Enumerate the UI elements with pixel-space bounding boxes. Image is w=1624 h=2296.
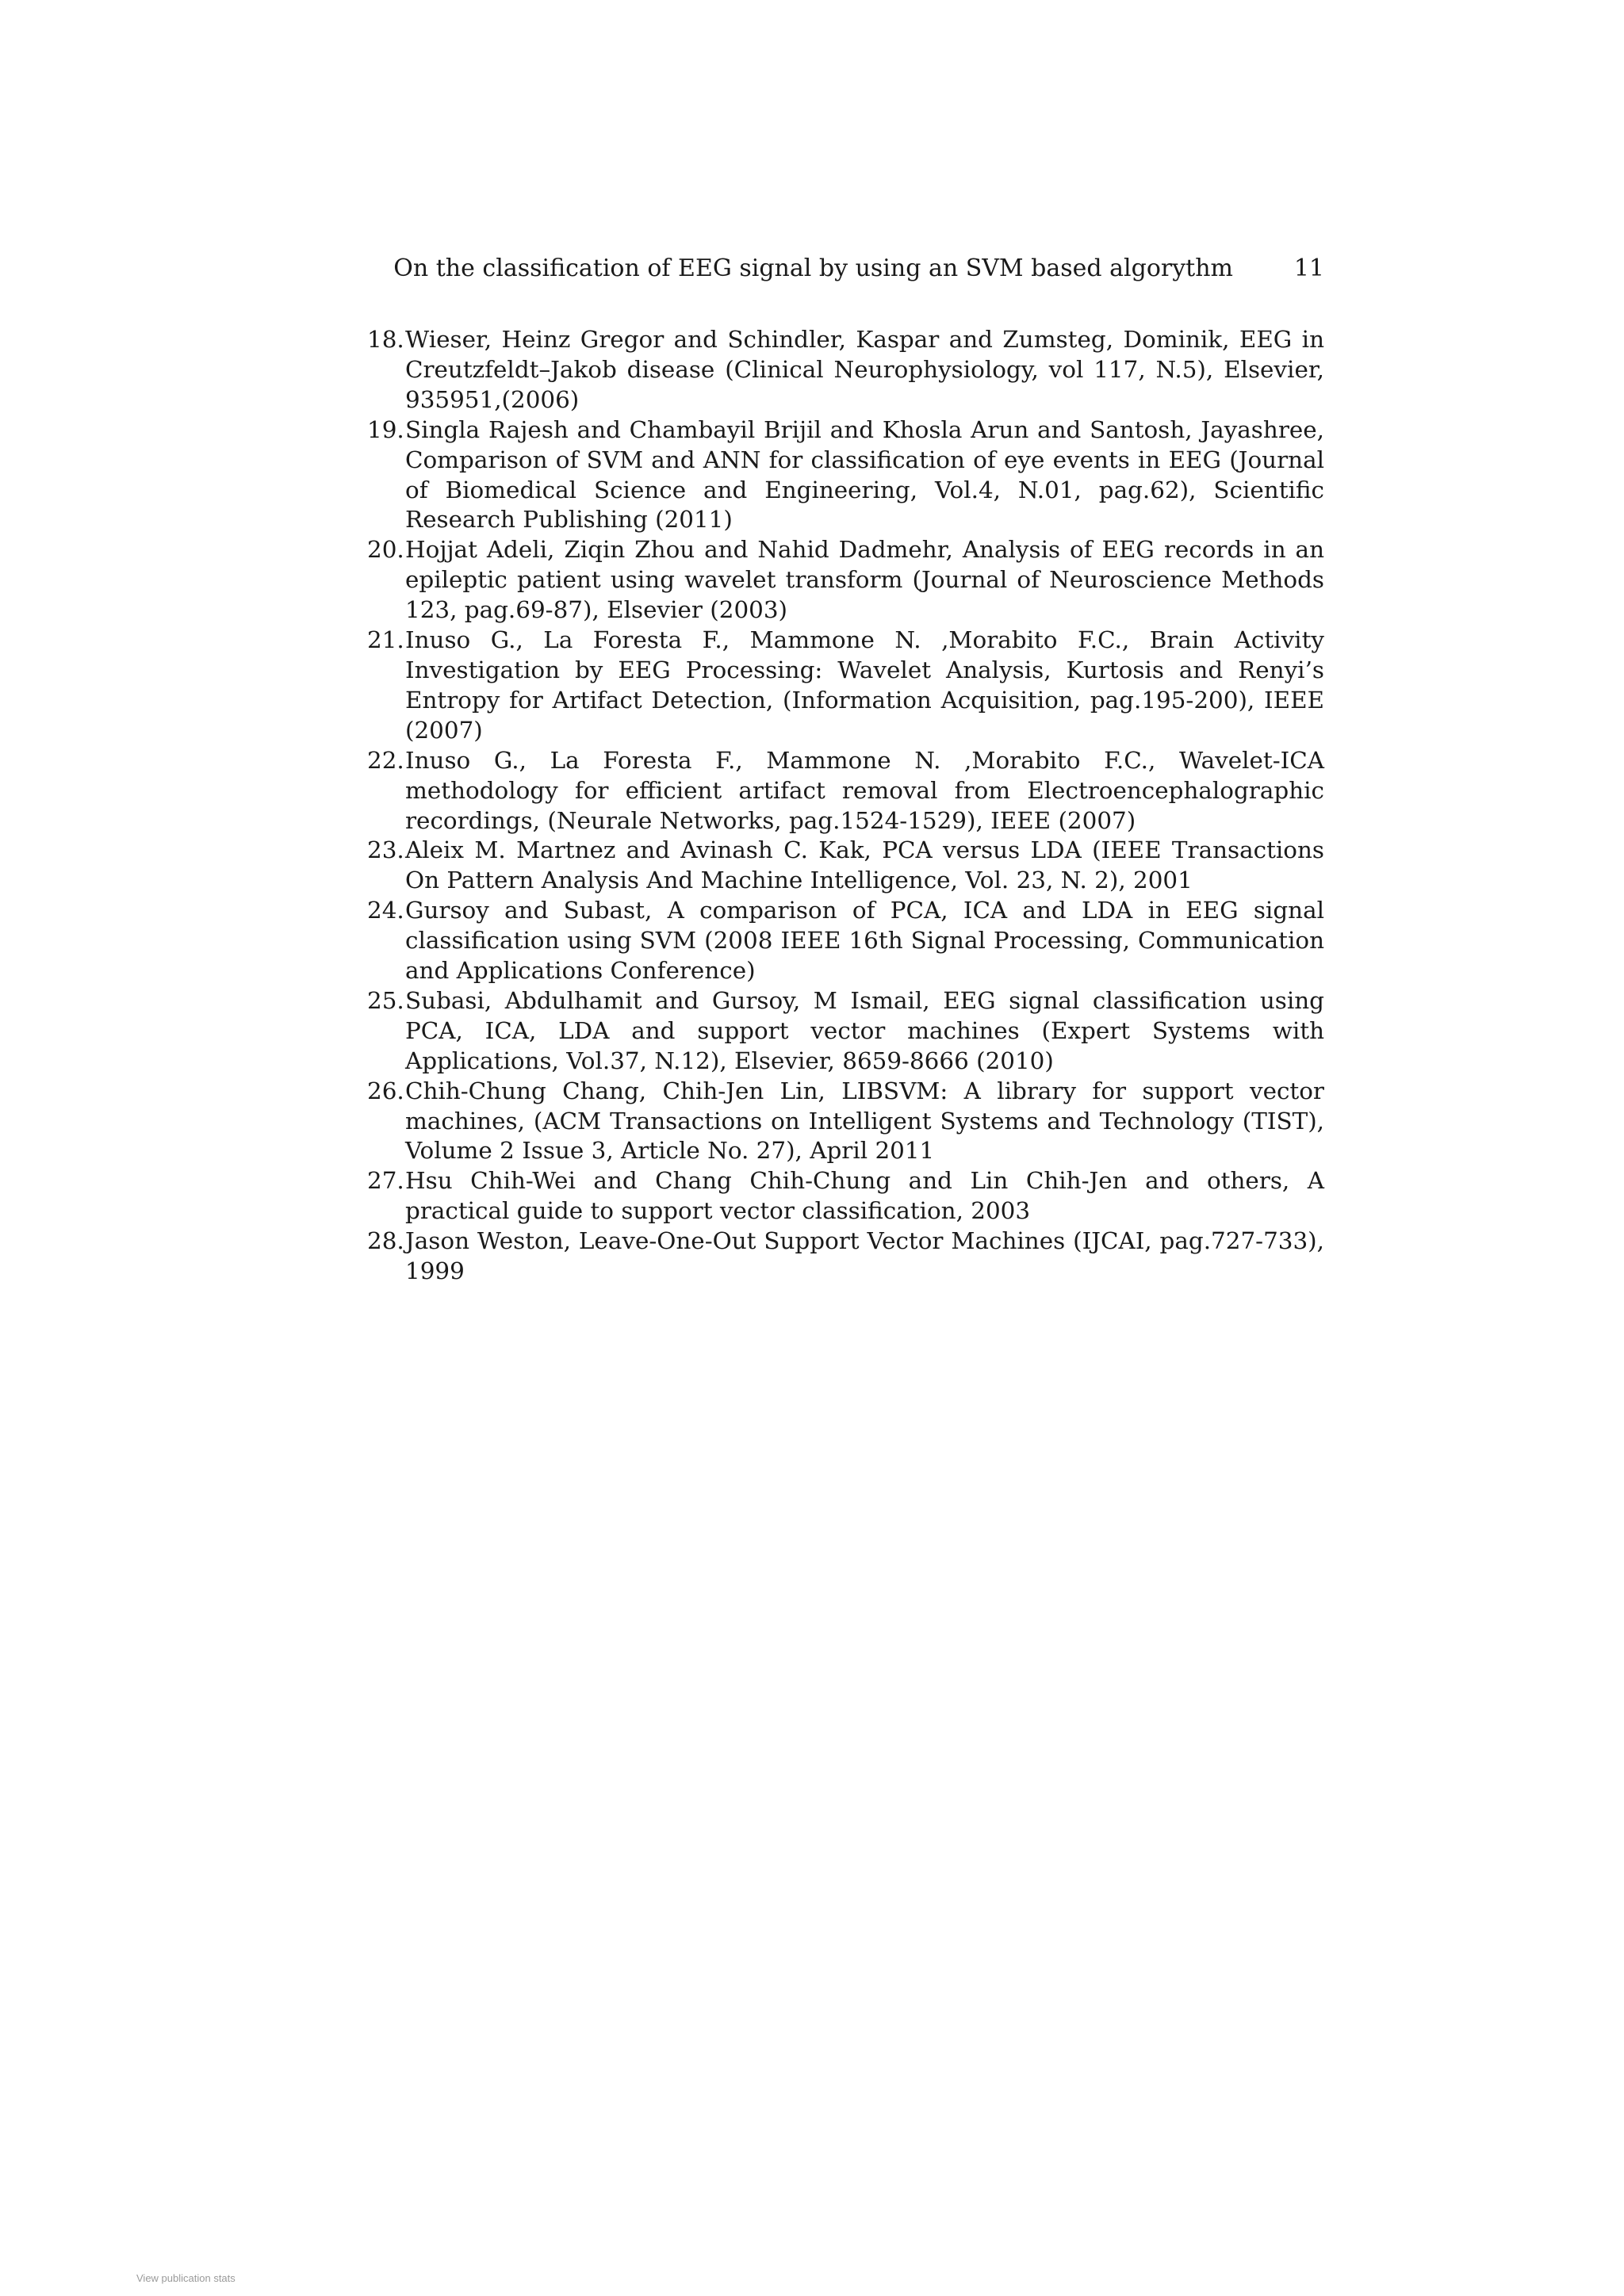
reference-item — [367, 1226, 1324, 1287]
reference-text: Wieser, Heinz Gregor and Schindler, Kaspar and Zumsteg, Dominik, EEG in Creutzfeldt–Jakob disease (Clinical Neurophysiology, vol 117, N.5), Elsevier, 935951,(2006) — [405, 326, 1324, 413]
reference-number: 21. — [367, 626, 404, 654]
reference-text: Jason Weston, Leave-One-Out Support Vector Machines (IJCAI, pag.727-733), 1999 — [405, 1227, 1324, 1285]
reference-item — [367, 896, 1324, 986]
running-title: On the classification of EEG signal by using an SVM based algorythm — [393, 254, 1233, 282]
reference-number: 27. — [367, 1167, 404, 1195]
reference-text: Gursoy and Subast, A comparison of PCA, ICA and LDA in EEG signal classification using SVM (2008 IEEE 16th Signal Processing, Communication and Applications Conference) — [405, 897, 1324, 985]
publication-stats-link[interactable]: View publication stats — [136, 2272, 236, 2284]
page-number: 11 — [1293, 254, 1324, 282]
reference-text: Inuso G., La Foresta F., Mammone N. ,Morabito F.C., Brain Activity Investigation by EEG Processing: Wavelet Analysis, Kurtosis and Renyi’s Entropy for Artifact Detection, (Information Acquisition, pag.195-200), IEEE (2007) — [405, 626, 1324, 744]
reference-number: 24. — [367, 897, 404, 924]
reference-text: Inuso G., La Foresta F., Mammone N. ,Morabito F.C., Wavelet-ICA methodology for efficient artifact removal from Electroencephalographic recordings, (Neurale Networks, pag.1524-1529), IEEE (2007) — [405, 746, 1324, 834]
reference-item — [367, 986, 1324, 1077]
reference-number: 28. — [367, 1227, 404, 1255]
reference-number: 25. — [367, 986, 404, 1014]
reference-item — [367, 1166, 1324, 1226]
reference-text: Aleix M. Martnez and Avinash C. Kak, PCA versus LDA (IEEE Transactions On Pattern Analysis And Machine Intelligence, Vol. 23, N. 2), 2001 — [405, 836, 1324, 894]
reference-text: Hsu Chih-Wei and Chang Chih-Chung and Lin Chih-Jen and others, A practical guide to support vector classification, 2003 — [405, 1167, 1324, 1225]
reference-item — [367, 746, 1324, 836]
reference-text: Hojjat Adeli, Ziqin Zhou and Nahid Dadmehr, Analysis of EEG records in an epileptic patient using wavelet transform (Journal of Neuroscience Methods 123, pag.69-87), Elsevier (2003) — [405, 536, 1324, 624]
reference-number: 22. — [367, 746, 404, 774]
reference-number: 18. — [367, 326, 404, 353]
reference-text: Chih-Chung Chang, Chih-Jen Lin, LIBSVM: A library for support vector machines, (ACM Transactions on Intelligent Systems and Technology (TIST), Volume 2 Issue 3, Article No. 27), April 2011 — [405, 1077, 1324, 1165]
reference-number: 19. — [367, 415, 404, 443]
reference-number: 20. — [367, 536, 404, 564]
reference-text: Subasi, Abdulhamit and Gursoy, M Ismail, EEG signal classification using PCA, ICA, LDA and support vector machines (Expert Systems with Applications, Vol.37, N.12), Elsevier, 8659-8666 (2010) — [405, 986, 1324, 1074]
reference-item — [367, 626, 1324, 746]
running-head — [367, 251, 1324, 286]
reference-item — [367, 1077, 1324, 1167]
reference-number: 26. — [367, 1077, 404, 1104]
reference-number: 23. — [367, 836, 404, 864]
reference-item — [367, 325, 1324, 415]
reference-list — [367, 325, 1324, 1287]
reference-item — [367, 535, 1324, 626]
reference-item — [367, 836, 1324, 896]
reference-item — [367, 415, 1324, 536]
reference-text: Singla Rajesh and Chambayil Brijil and Khosla Arun and Santosh, Jayashree, Comparison of SVM and ANN for classification of eye events in EEG (Journal of Biomedical Science and Engineering, Vol.4, N.01, pag.62), Scientific Research Publishing (2011) — [405, 415, 1324, 534]
